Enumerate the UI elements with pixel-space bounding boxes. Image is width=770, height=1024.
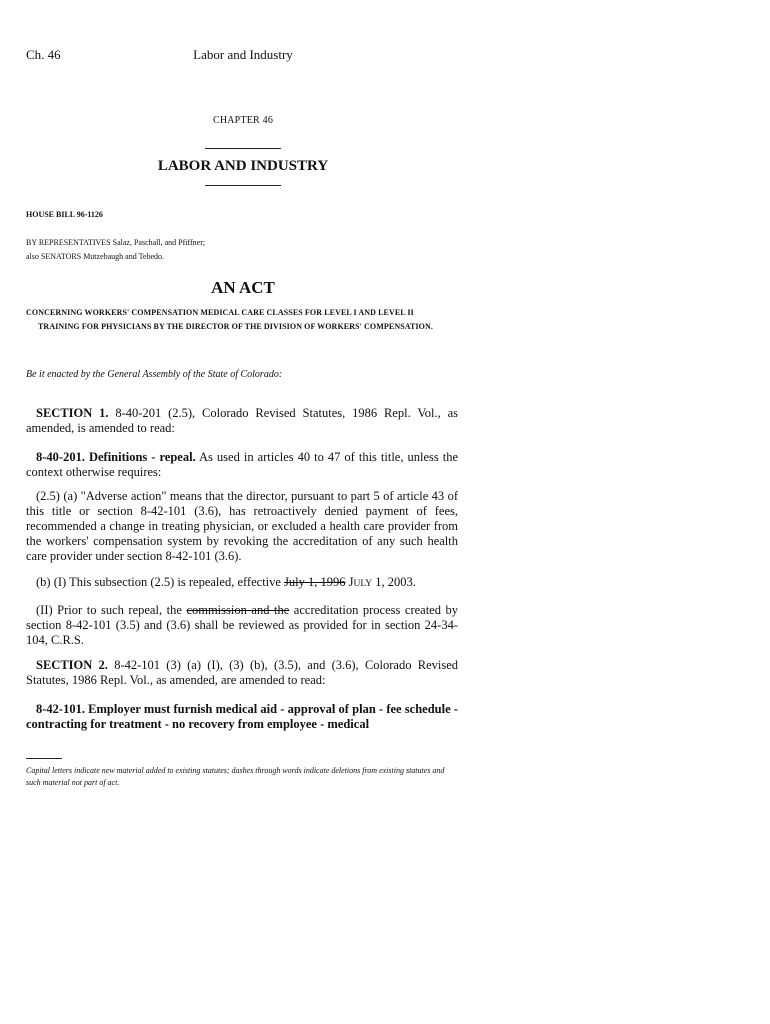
- act-subject: [26, 306, 466, 334]
- paragraph-ii-text-start: (II) Prior to such repeal, the: [36, 603, 182, 617]
- sponsors-representatives: BY REPRESENTATIVES Salaz, Paschall, and Pfiffner;: [26, 238, 206, 247]
- chapter-label: CHAPTER 46: [212, 115, 274, 126]
- sponsors-senators: also SENATORS Mutzebaugh and Tebedo.: [26, 252, 165, 261]
- section-1: [26, 406, 458, 436]
- paragraph-2-5-b-text: (b) (I) This subsection (2.5) is repealed, effective: [36, 575, 281, 589]
- footnote-rule: [26, 758, 62, 759]
- act-subject-line1: CONCERNING WORKERS' COMPENSATION MEDICAL CARE CLASSES FOR LEVEL I AND LEVEL II: [26, 308, 414, 317]
- section-1-label: SECTION 1.: [36, 406, 109, 420]
- section-2-text: 8-42-101 (3) (a) (I), (3) (b), (3.5), and (3.6), Colorado Revised Statutes, 1986 Repl. Vol., as amended, are amended to read:: [26, 658, 458, 687]
- title-rule-bottom: [205, 185, 281, 186]
- paragraph-ii-text-end: accreditation process created by section 8-42-101 (3.5) and (3.6) shall be reviewed as provided for in section 24-34-104, C.R.S.: [26, 603, 459, 647]
- deleted-text: July 1, 1996: [284, 575, 346, 589]
- paragraph-2-5-a: (2.5) (a) "Adverse action" means that the director, pursuant to part 5 of article 43 of this title or section 8-42-101 (3.6), has retroactively denied payment of fees, recommended a change in treating physician, or excluded a health care provider from the workers' compensation system by revoking the accreditation of any such health care provider under section 8-42-101 (3.6).: [26, 489, 458, 563]
- bill-number: HOUSE BILL 96-1126: [26, 210, 103, 219]
- footnote: Capital letters indicate new material added to existing statutes; dashes through words indicate deletions from existing statutes and such material not part of act.: [26, 766, 445, 787]
- section-2: [26, 658, 458, 688]
- employer-heading: 8-42-101. Employer must furnish medical aid - approval of plan - fee schedule - contracting for treatment - no recovery from employee - medical: [26, 702, 458, 731]
- definitions-paragraph: [26, 450, 458, 480]
- added-text: JULY: [348, 575, 373, 589]
- act-heading: AN ACT: [211, 278, 275, 297]
- chapter-number: Ch. 46: [26, 47, 61, 62]
- paragraph-2-5-b-date: 1, 2003.: [375, 575, 416, 589]
- running-title: Labor and Industry: [193, 47, 293, 62]
- title-rule-top: [205, 148, 281, 149]
- definitions-heading: 8-40-201. Definitions - repeal.: [36, 450, 196, 464]
- definitions-text: As used in articles 40 to 47 of this title, unless the context otherwise requires:: [26, 450, 459, 479]
- section-2-label: SECTION 2.: [36, 658, 108, 672]
- paragraph-2-5-b: [26, 575, 458, 592]
- act-subject-line2: TRAINING FOR PHYSICIANS BY THE DIRECTOR OF THE DIVISION OF WORKERS' COMPENSATION.: [38, 322, 433, 331]
- paragraph-ii: [26, 603, 458, 648]
- sponsors: [26, 236, 205, 264]
- chapter-title: LABOR AND INDUSTRY: [157, 158, 329, 174]
- deleted-text: commission and the: [186, 603, 290, 617]
- enacting-clause: Be it enacted by the General Assembly of the State of Colorado:: [26, 369, 283, 380]
- section-1-text: 8-40-201 (2.5), Colorado Revised Statutes, 1986 Repl. Vol., as amended, is amended to read:: [26, 406, 458, 435]
